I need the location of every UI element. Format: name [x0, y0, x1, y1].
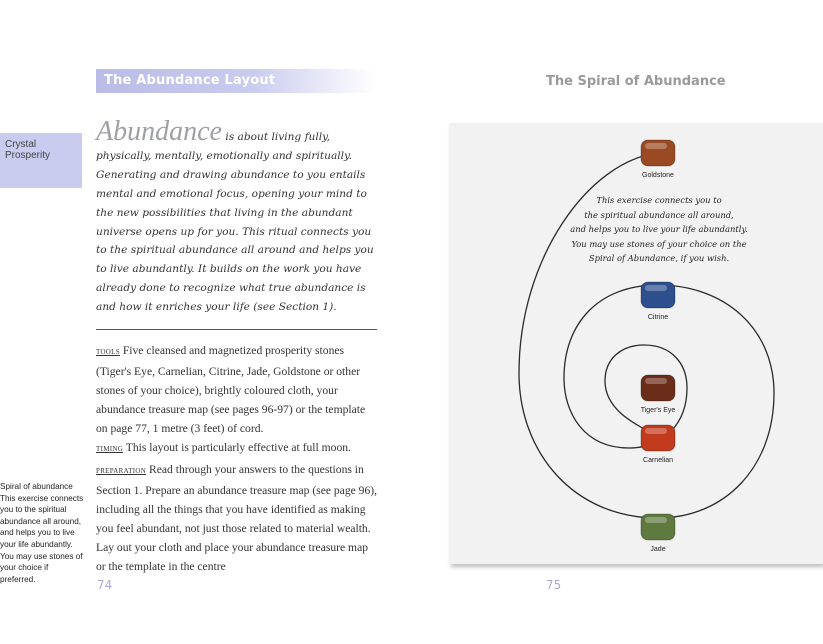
- timing-text: This layout is particularly effective at full moon.: [125, 441, 351, 455]
- intro-drop-word: Abundance: [96, 116, 222, 147]
- panel-line: and helps you to live your life abundantly.: [570, 224, 748, 235]
- page-number-left: 74: [97, 578, 113, 592]
- spiral-svg: [449, 123, 823, 564]
- timing-label: timing: [96, 444, 124, 455]
- preparation-text: Read through your answers to the questions in Section 1. Prepare an abundance treasure map (see page 96), including all the things that you have identified as making you feel abundant, not just those related to material wealth. Lay out your cloth and place your abundance treasure map or the template in the centre: [96, 462, 378, 574]
- instructions: [96, 341, 378, 576]
- tools-label: tools: [96, 347, 120, 357]
- stone-label: Carnelian: [643, 457, 673, 464]
- side-tab: [0, 133, 82, 188]
- page-title: The Spiral of Abundance: [546, 74, 726, 89]
- stone-carnelian: [641, 425, 675, 464]
- stone-highlight: [645, 285, 667, 291]
- stone-highlight: [645, 143, 667, 149]
- section-header-title: The Abundance Layout: [104, 73, 276, 88]
- stone-goldstone: [641, 140, 675, 179]
- stone-tiger-s-eye: [641, 375, 676, 414]
- intro-text: is about living fully, physically, mentally, emotionally and spiritually. Generating and drawing abundance to you entails mental and emotional focus, opening your mind to the new possibilities that living in the abundant universe opens up for you. This ritual connects you to the spiritual abundance all around and helps you to live abundantly. It builds on the work you have already done to recognize what true abundance is and how it enriches your life (see Section 1).: [96, 131, 374, 314]
- panel-line: You may use stones of your choice on the: [571, 238, 747, 249]
- side-note: Spiral of abundance This exercise connects you to the spiritual abundance all around, and helps you to live your life abundantly. You may use stones of your choice if preferred.: [0, 482, 84, 584]
- stone-highlight: [645, 517, 667, 523]
- stone-highlight: [645, 428, 667, 434]
- tools-text: Five cleansed and magnetized prosperity stones (Tiger's Eye, Carnelian, Citrine, Jade, Goldstone or other stones of your choice), brightly coloured cloth, your abundance treasure map (see pages 96-97) or the template on page 77, 1 metre (3 feet) of cord.: [96, 344, 366, 436]
- panel-line: Spiral of Abundance, if you wish.: [588, 253, 730, 264]
- page-number-right: 75: [546, 578, 562, 592]
- stone-highlight: [645, 378, 667, 384]
- panel-line: the spiritual abundance all around,: [584, 209, 734, 220]
- intro-paragraph: [96, 116, 376, 317]
- stone-jade: [641, 514, 675, 553]
- stone-label: Goldstone: [642, 172, 674, 179]
- stone-citrine: [641, 282, 675, 321]
- stone-label: Tiger's Eye: [640, 407, 676, 414]
- side-tab-label: Crystal Prosperity: [5, 139, 51, 161]
- panel-caption: [559, 193, 759, 266]
- stone-label: Jade: [650, 546, 666, 553]
- preparation-label: preparation: [96, 465, 147, 476]
- divider: [96, 329, 377, 330]
- stone-label: Citrine: [647, 314, 669, 321]
- panel-line: This exercise connects you to: [596, 195, 722, 205]
- spiral-illustration: [449, 123, 823, 564]
- section-header: [96, 69, 376, 93]
